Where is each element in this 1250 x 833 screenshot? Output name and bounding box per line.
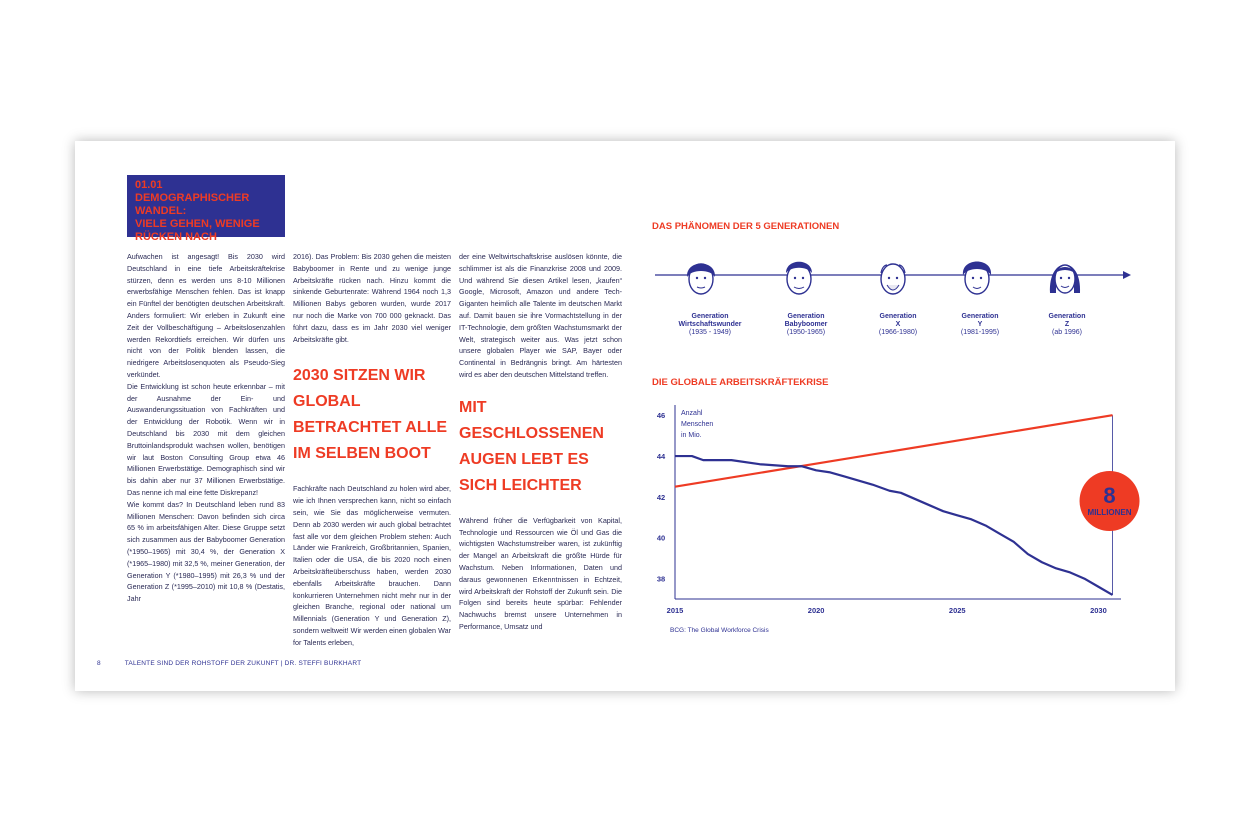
callout-label: MILLIONEN: [1087, 507, 1132, 517]
y-axis-label: Anzahl: [681, 410, 703, 417]
generation-label: Generation X (1966-1980): [878, 313, 918, 336]
chapter-title-line3: RÜCKEN NACH: [135, 231, 217, 243]
face-generation-z-icon: [1050, 265, 1080, 294]
generation-label: Generation Wirtschaftswunder (1935 - 1949): [678, 313, 742, 336]
page-number: 8: [97, 660, 101, 667]
x-tick-label: 2025: [948, 606, 966, 615]
y-tick-label: 40: [656, 533, 666, 543]
y-tick-label: 42: [656, 492, 666, 502]
generations-timeline: [645, 241, 1135, 321]
paragraph: Wie kommt das? In Deutschland leben rund 83 Millionen Menschen: Davon befinden sich circa 65 % im arbeitsfähigen Alter. Diese Gruppe setzt sich zusammen aus der Babyboomer Generation (*1950–1965) mit 30,4 %, der Generation X (*1965–1980) mit 32,5 %, meiner Generation, der Generation Y (*1980–1995) mit 26,3 % und der Generation Z (*1995–2010) mit 10,8 % (Destatis, Jahr: [127, 499, 285, 604]
x-tick-label: 2020: [807, 606, 825, 615]
text-column-1: [127, 251, 285, 605]
y-tick-label: 46: [656, 411, 666, 421]
face-generation-y-icon: [963, 262, 991, 295]
generation-label: Generation Y (1981-1995): [960, 313, 1000, 336]
page-footer: [97, 660, 361, 667]
workforce-chart: [645, 399, 1145, 629]
paragraph: Aufwachen ist angesagt! Bis 2030 wird Deutschland in eine tiefe Arbeitskräftekrise stürzen, denn es werden uns 8-10 Millionen erwerbsfähige Menschen fehlen. Das ist knapp ein Fünftel der benötigten deutschen Arbeitskraft. Anders formuliert: Wir erleben in Zukunft eine Zeit der Vollbeschäftigung – Arbeitslosenzahlen werden Rekordtiefs erreichen. Wir dürfen uns nicht von der Politik blenden lassen, die niedrigere Arbeitslosenquoten als Pseudo-Sieg verkündet.: [127, 252, 285, 379]
y-axis-label: Menschen: [681, 421, 714, 428]
paragraph: Die Entwicklung ist schon heute erkennbar – mit der Ausnahme der Ein- und Auswanderungssituation von Fachkräften und der Entwicklung der Robotik. Wenn wir in Deutschland bis 2030 mit dem gleichen Bruttoinlandsprodukt wachsen wollen, benötigen wir laut Boston Consulting Group etwa 46 Millionen Erwerbstätige. Demographisch sind wir bis dahin aber nur 37 Millionen Erwerbstätige. Das nenne ich mal eine fette Diskrepanz!: [127, 381, 285, 497]
callout-value: 8: [1103, 482, 1116, 508]
paragraph: der eine Weltwirtschaftskrise auslösen könnte, die schlimmer ist als die Finanzkrise 2008 und 2009. Und während Sie diesen Artikel lesen, „kaufen“ Google, Microsoft, Amazon und andere Tech-Giganten heimlich alle Talente im deutschen Markt auf. Damit bauen sie ihre Vormachtstellung in der IT-Technologie, dem größten Wachstumsmarkt der Welt, strategisch weiter aus. Was jetzt schon unsere globalen Player wie SAP, Bayer oder Continental in Bedrängnis bringt. Am härtesten wird es aber den deutschen Mittelstand treffen.: [459, 252, 622, 379]
face-wirtschaftswunder-icon: [687, 264, 715, 295]
series-line-red: [675, 415, 1113, 486]
section-heading: 2030 SITZEN WIR GLOBAL BETRACHTET ALLE IM SELBEN BOOT: [293, 367, 448, 463]
paragraph: 2016). Das Problem: Bis 2030 gehen die meisten Babyboomer in Rente und zu wenige junge Arbeitskräfte rücken nach. Hinzu kommt die sinkende Geburtenrate: Während 1964 noch 1,3 Millionen Babys geboren wurden, wurde 2017 nur noch die Marke von 700 000 geknackt. Das führt dazu, dass es im Jahr 2030 viel weniger Arbeitskräfte gibt.: [293, 252, 451, 344]
chapter-number: 01.01: [135, 179, 163, 191]
generation-label: Generation Z (ab 1996): [1048, 313, 1086, 336]
chart-source: BCG: The Global Workforce Crisis: [670, 627, 769, 634]
section-heading: MIT GESCHLOSSENEN AUGEN LEBT ES SICH LEICHTER: [459, 398, 604, 494]
y-tick-label: 38: [656, 574, 666, 584]
face-babyboomer-icon: [786, 262, 812, 294]
chapter-title-line1: DEMOGRAPHISCHER WANDEL:: [135, 192, 250, 217]
y-tick-label: 44: [656, 452, 666, 462]
chart-title: DIE GLOBALE ARBEITSKRÄFTEKRISE: [652, 377, 829, 388]
chapter-title-line2: VIELE GEHEN, WENIGE: [135, 218, 260, 230]
face-generation-x-icon: [881, 264, 905, 294]
y-axis-label: in Mio.: [681, 432, 702, 439]
x-tick-label: 2015: [666, 606, 684, 615]
running-title: TALENTE SIND DER ROHSTOFF DER ZUKUNFT | DR. STEFFI BURKHART: [124, 660, 362, 667]
chapter-header: [127, 175, 285, 243]
paragraph: Während früher die Verfügbarkeit von Kapital, Technologie und Ressourcen wie Öl und Gas die wichtigsten Wachstumstreiber waren, ist zukünftig der Mangel an Arbeitskraft die größte Hürde für Wachstum. Neben Informationen, Daten und daraus gewonnenen Erkenntnissen in Echtzeit, wird Arbeitskraft der Rohstoff der Zukunft sein. Die Folgen sind bereits heute spürbar: Fehlender Nachwuchs bremst unsere Unternehmen in Performance, Umsatz und: [459, 515, 622, 631]
book-spread: [75, 141, 1175, 691]
generation-label: Generation Babyboomer (1950-1965): [784, 313, 828, 336]
paragraph: Fachkräfte nach Deutschland zu holen wird aber, wie ich Ihnen versprechen kann, nicht so einfach sein, wie Sie das möglicherweise vermuten. Denn ab 2030 werden wir auch global betrachtet fast alle vor dem gleichen Problem stehen: Auch Länder wie Frankreich, Großbritannien, Spanien, Italien oder die USA, die bis 2020 noch einen Arbeitskräfteüberschuss haben, werden 2030 ebenfalls Arbeitskräfte brauchen. Dann konkurrieren Unternehmen nicht mehr nur in der gleichen Branche, regional oder national um Millennials (Generation Y und Generation Z), sondern weltweit! Wir werden einen globalen War for Talents erleben,: [293, 484, 451, 647]
text-column-2: [293, 251, 451, 649]
x-tick-label: 2030: [1090, 606, 1107, 615]
generations-title: DAS PHÄNOMEN DER 5 GENERATIONEN: [652, 221, 840, 232]
text-column-3: [459, 251, 622, 633]
